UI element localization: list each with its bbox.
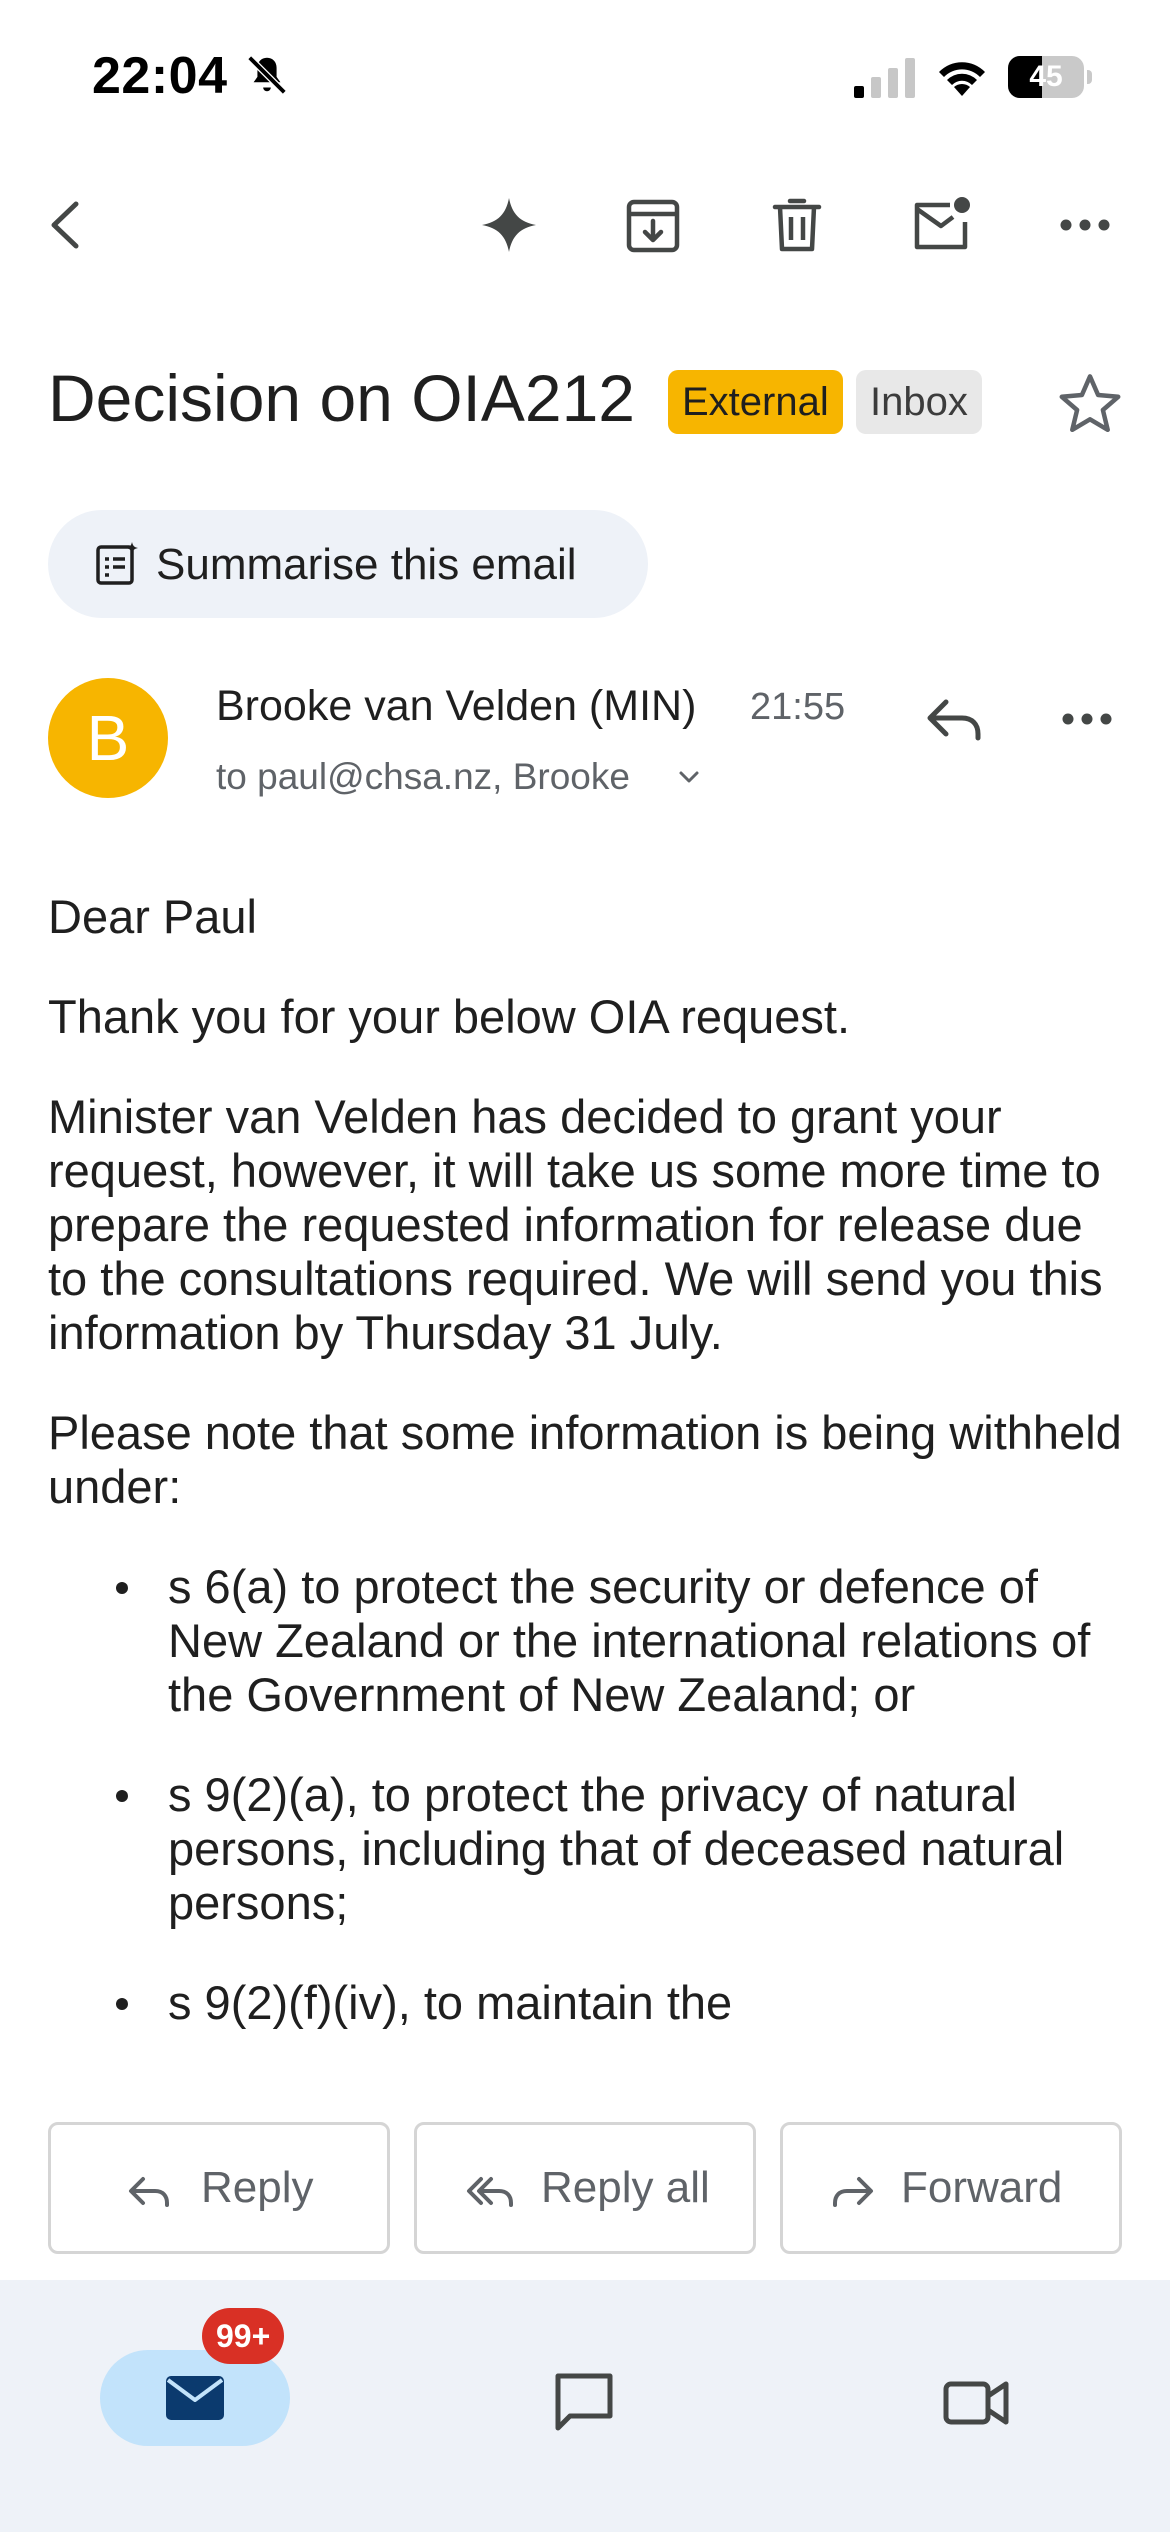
unread-count-badge: 99+ bbox=[202, 2308, 284, 2364]
back-arrow-icon[interactable] bbox=[34, 192, 100, 258]
status-time: 22:04 bbox=[92, 47, 228, 105]
more-options-icon[interactable] bbox=[1052, 192, 1118, 258]
list-item bbox=[48, 1976, 1128, 2030]
list-item-text: s 9(2)(a), to protect the privacy of natural persons, including that of deceased natural persons; bbox=[168, 1768, 1065, 1929]
forward-label: Forward bbox=[901, 2163, 1063, 2212]
cellular-signal-icon bbox=[854, 58, 916, 98]
sender-avatar[interactable]: B bbox=[48, 678, 168, 798]
reply-all-icon bbox=[465, 2165, 517, 2217]
recipients-line[interactable]: to paul@chsa.nz, Brooke bbox=[216, 756, 630, 797]
star-icon[interactable] bbox=[1054, 368, 1126, 440]
body-greeting: Dear Paul bbox=[48, 890, 257, 943]
message-more-icon[interactable] bbox=[1052, 684, 1122, 754]
email-time: 21:55 bbox=[750, 686, 846, 728]
email-subject: Decision on OIA212 bbox=[48, 361, 636, 435]
chevron-down-icon[interactable] bbox=[672, 760, 706, 794]
list-item bbox=[48, 1768, 1128, 1930]
summary-icon bbox=[92, 540, 140, 588]
reply-actions-bar bbox=[0, 2122, 1170, 2256]
status-bar bbox=[0, 0, 1170, 150]
summarise-email-button[interactable] bbox=[48, 510, 648, 618]
meet-video-icon[interactable] bbox=[940, 2366, 1012, 2438]
list-item-text: s 9(2)(f)(iv), to maintain the bbox=[168, 1976, 733, 2029]
reply-all-button[interactable] bbox=[414, 2122, 756, 2254]
list-item bbox=[48, 1560, 1128, 1722]
list-item-text: s 6(a) to protect the security or defence of New Zealand or the international relations of the Government of New Zealand; or bbox=[168, 1560, 1091, 1721]
nav-mail-tab[interactable] bbox=[100, 2350, 290, 2446]
gemini-sparkle-icon[interactable] bbox=[476, 192, 542, 258]
battery-level: 45 bbox=[1029, 60, 1063, 93]
delete-icon[interactable] bbox=[764, 192, 830, 258]
bottom-navigation bbox=[0, 2280, 1170, 2532]
battery-indicator bbox=[1008, 56, 1090, 98]
reply-icon bbox=[123, 2165, 175, 2217]
forward-icon bbox=[827, 2165, 879, 2217]
sender-name[interactable]: Brooke van Velden (MIN) bbox=[216, 682, 697, 730]
reply-icon[interactable] bbox=[920, 684, 990, 754]
chat-icon[interactable] bbox=[548, 2366, 620, 2438]
reply-button[interactable] bbox=[48, 2122, 390, 2254]
subject-row bbox=[48, 350, 1128, 450]
external-label-chip[interactable]: External bbox=[668, 370, 843, 434]
email-body bbox=[48, 890, 1128, 2096]
email-toolbar bbox=[0, 170, 1170, 280]
summarise-email-label: Summarise this email bbox=[156, 540, 577, 589]
reply-label: Reply bbox=[201, 2163, 314, 2212]
body-paragraph-1: Thank you for your below OIA request. bbox=[48, 990, 851, 1043]
body-paragraph-2: Minister van Velden has decided to grant your request, however, it will take us some more time to prepare the requested information for release due to the consultations required. We will send you this information by Thursday 31 July. bbox=[48, 1090, 1103, 1359]
body-paragraph-3: Please note that some information is being withheld under: bbox=[48, 1406, 1122, 1513]
bell-off-icon bbox=[244, 52, 290, 98]
reply-all-label: Reply all bbox=[541, 2163, 710, 2212]
mark-unread-icon[interactable] bbox=[908, 192, 974, 258]
wifi-icon bbox=[934, 54, 990, 98]
withholding-list bbox=[48, 1560, 1128, 2030]
inbox-label-chip[interactable]: Inbox bbox=[856, 370, 982, 434]
mail-icon bbox=[160, 2368, 230, 2428]
forward-button[interactable] bbox=[780, 2122, 1122, 2254]
archive-icon[interactable] bbox=[620, 192, 686, 258]
